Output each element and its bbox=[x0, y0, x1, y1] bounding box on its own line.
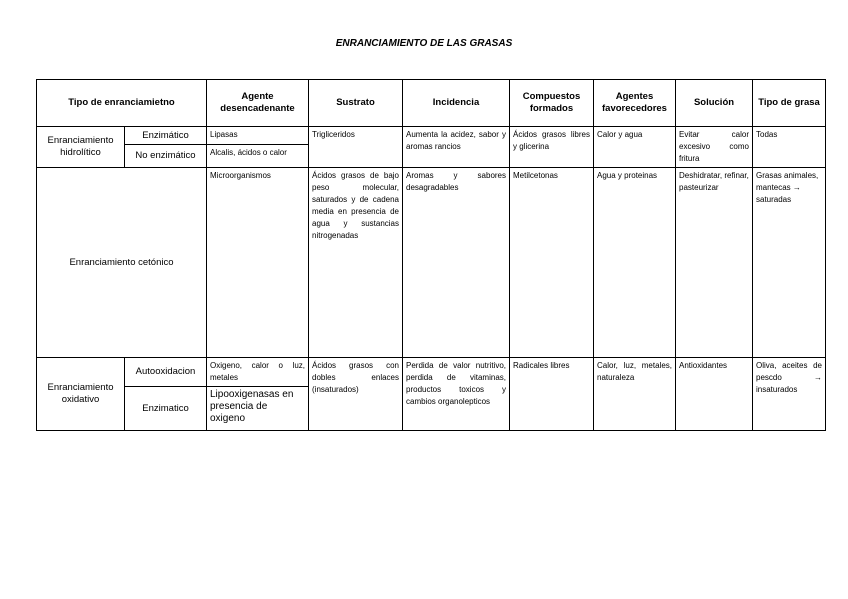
sustrato-cetonico: Ácidos grasos de bajo peso molecular, saturados y de cadena media en presencia de agua y sustancias nitrogenadas bbox=[309, 168, 403, 358]
header-compuestos: Compuestos formados bbox=[510, 80, 594, 127]
solucion-cetonico: Deshidratar, refinar, pasteurizar bbox=[676, 168, 753, 358]
table-row bbox=[37, 168, 826, 358]
sustrato-oxidativo: Ácidos grasos con dobles enlaces (insaturados) bbox=[309, 358, 403, 431]
sub-autooxidacion: Autooxidacion bbox=[125, 358, 207, 387]
header-agente: Agente desencadenante bbox=[207, 80, 309, 127]
sub-no-enzimatico: No enzimático bbox=[125, 145, 207, 168]
tipo-grasa-oxidativo: Oliva, aceites de pescdo → insaturados bbox=[753, 358, 826, 431]
agente-alcalis: Alcalis, ácidos o calor bbox=[207, 145, 309, 168]
agente-lipasas: Lipasas bbox=[207, 127, 309, 145]
tipo-grasa-cetonico: Grasas animales, mantecas → saturadas bbox=[753, 168, 826, 358]
header-sustrato: Sustrato bbox=[309, 80, 403, 127]
row-label-oxidativo: Enranciamiento oxidativo bbox=[37, 358, 125, 431]
incidencia-cetonico: Aromas y sabores desagradables bbox=[403, 168, 510, 358]
agente-cetonico: Microorganismos bbox=[207, 168, 309, 358]
solucion-hidrolitico: Evitar calor excesivo como fritura bbox=[676, 127, 753, 168]
agente-lipooxigenasas: Lipooxigenasas en presencia de oxigeno bbox=[207, 387, 309, 431]
header-solucion: Solución bbox=[676, 80, 753, 127]
table-row bbox=[37, 358, 826, 387]
header-row bbox=[37, 80, 826, 127]
table-row bbox=[37, 127, 826, 145]
sub-enzimatico-oxidativo: Enzimatico bbox=[125, 387, 207, 431]
document-title: ENRANCIAMIENTO DE LAS GRASAS bbox=[335, 38, 513, 49]
compuestos-cetonico: Metilcetonas bbox=[510, 168, 594, 358]
compuestos-hidrolitico: Ácidos grasos libres y glicerina bbox=[510, 127, 594, 168]
header-tipo: Tipo de enranciamietno bbox=[37, 80, 207, 127]
favorecedores-oxidativo: Calor, luz, metales, naturaleza bbox=[594, 358, 676, 431]
incidencia-hidrolitico: Aumenta la acidez, sabor y aromas rancios bbox=[403, 127, 510, 168]
agente-oxigeno: Oxigeno, calor o luz, metales bbox=[207, 358, 309, 387]
compuestos-oxidativo: Radicales libres bbox=[510, 358, 594, 431]
solucion-oxidativo: Antioxidantes bbox=[676, 358, 753, 431]
favorecedores-hidrolitico: Calor y agua bbox=[594, 127, 676, 168]
header-favorecedores: Agentes favorecedores bbox=[594, 80, 676, 127]
row-label-hidrolitico: Enranciamiento hidrolítico bbox=[37, 127, 125, 168]
header-incidencia: Incidencia bbox=[403, 80, 510, 127]
rancidity-table bbox=[36, 79, 826, 431]
sustrato-hidrolitico: Trigliceridos bbox=[309, 127, 403, 168]
tipo-grasa-hidrolitico: Todas bbox=[753, 127, 826, 168]
incidencia-oxidativo: Perdida de valor nutritivo, perdida de vitaminas, productos toxicos y cambios organolepticos bbox=[403, 358, 510, 431]
sub-enzimatico: Enzimático bbox=[125, 127, 207, 145]
favorecedores-cetonico: Agua y proteinas bbox=[594, 168, 676, 358]
row-label-cetonico: Enranciamiento cetónico bbox=[37, 168, 207, 358]
header-tipo-grasa: Tipo de grasa bbox=[753, 80, 826, 127]
